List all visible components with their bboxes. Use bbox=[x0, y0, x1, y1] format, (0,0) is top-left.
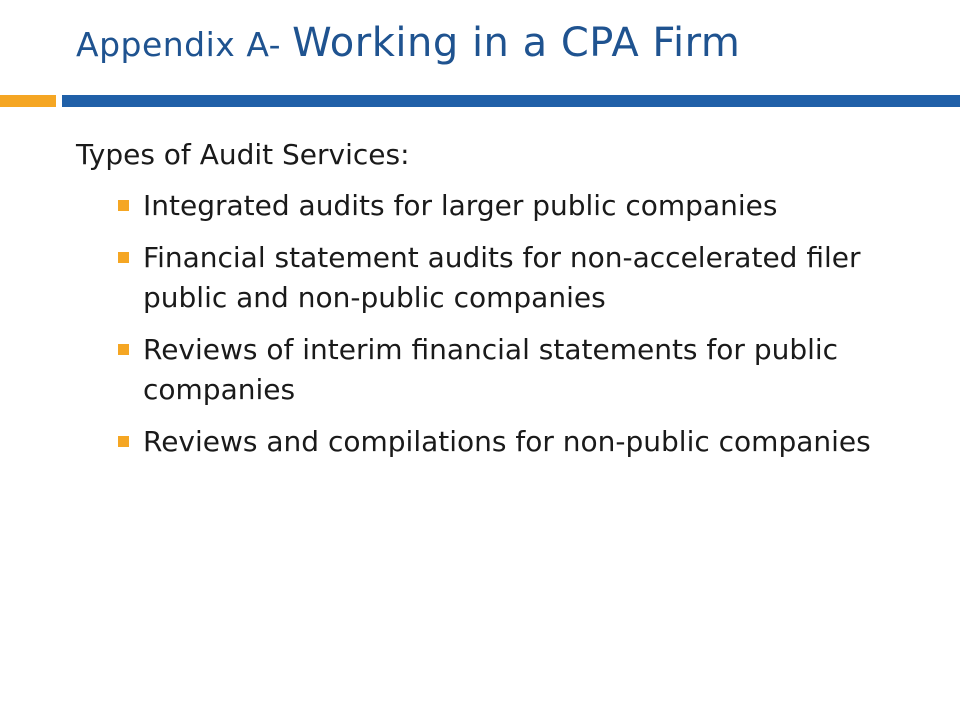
bullet-text: Financial statement audits for non-accelerated filer public and non-public companies bbox=[143, 241, 861, 314]
bullet-item bbox=[76, 238, 936, 318]
square-bullet-icon bbox=[118, 344, 129, 355]
title-accent-blue-bar bbox=[62, 95, 960, 107]
title-prefix: Appendix A- bbox=[76, 25, 293, 64]
square-bullet-icon bbox=[118, 200, 129, 211]
bullet-text: Reviews of interim financial statements for public companies bbox=[143, 333, 839, 406]
bullet-text: Reviews and compilations for non-public companies bbox=[143, 425, 871, 458]
bullet-list bbox=[76, 186, 936, 462]
lead-text: Types of Audit Services: bbox=[76, 138, 410, 171]
bullet-item bbox=[76, 330, 936, 410]
bullet-text: Integrated audits for larger public companies bbox=[143, 189, 778, 222]
square-bullet-icon bbox=[118, 252, 129, 263]
title-main: Working in a CPA Firm bbox=[292, 20, 741, 66]
slide-title bbox=[76, 20, 740, 66]
bullet-item bbox=[76, 186, 936, 226]
bullet-item bbox=[76, 422, 936, 462]
square-bullet-icon bbox=[118, 436, 129, 447]
slide-content bbox=[76, 138, 936, 474]
title-accent-orange-bar bbox=[0, 95, 56, 107]
